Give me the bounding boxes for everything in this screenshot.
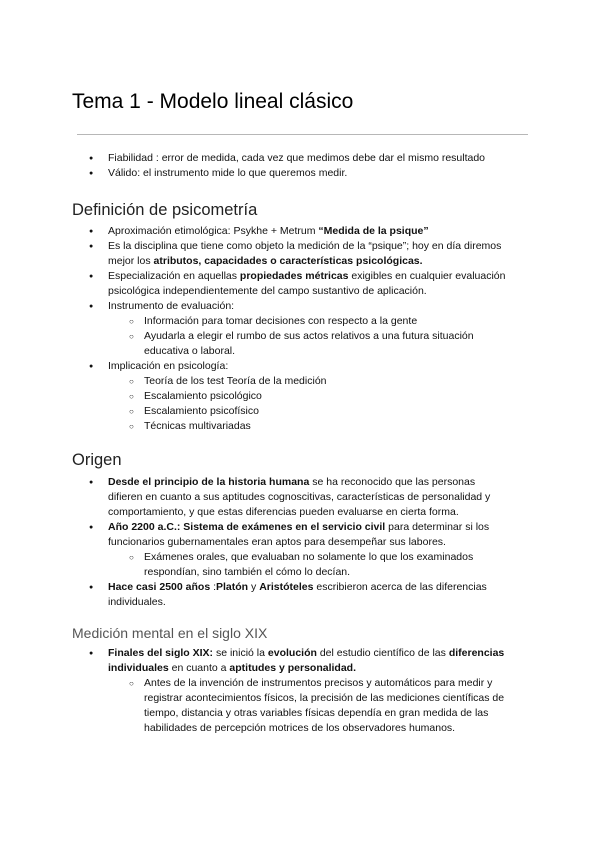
sub-list-item: ○ Ayudarla a elegir el rumbo de sus actos relativos a una futura situación educativa o laboral. (108, 329, 512, 359)
sub-list-item: ○ Antes de la invención de instrumentos precisos y automáticos para medir y registrar acontecimientos físicos, la precisión de las mediciones científicas de tiempo, distancia y otras variables físicas dependía en gran medida de las habilidades de percepción motrices de los observadores humanos. (108, 676, 512, 736)
sub-list-item: ○ Teoría de los test Teoría de la medición (108, 374, 512, 389)
title-divider (77, 134, 528, 135)
list-item: ● Válido: el instrumento mide lo que queremos medir. (72, 166, 512, 181)
page-title: Tema 1 - Modelo lineal clásico (72, 90, 354, 113)
list-item: ● Finales del siglo XIX: se inició la evolución del estudio científico de las diferencias individuales en cuanto a aptitudes y personalidad. ○ Antes de la invención de instrumentos precisos y automáticos para medir y registrar acontecimientos físicos, la precisión de las mediciones científicas de tiempo, distancia y otras variables físicas dependía en gran medida de las habilidades de percepción motrices de los observadores humanos. (72, 646, 512, 736)
sub-list (108, 374, 512, 434)
list-item: ● Implicación en psicología: ○ Teoría de los test Teoría de la medición ○ Escalamiento psicológico ○ Escalamiento psicofísico ○ Técnicas multivariadas (72, 359, 512, 434)
sub-list (108, 314, 512, 359)
sub-list-item: ○ Técnicas multivariadas (108, 419, 512, 434)
list-item: ● Año 2200 a.C.: Sistema de exámenes en el servicio civil para determinar si los funcionarios gubernamentales eran aptos para desempeñar sus labores. ○ Exámenes orales, que evaluaban no solamente lo que los examinados respondían, sino también el cómo lo decían. (72, 520, 512, 580)
list-item: ● Fiabilidad : error de medida, cada vez que medimos debe dar el mismo resultado (72, 151, 512, 166)
section-heading-origen: Origen (72, 451, 122, 469)
sub-list-item: ○ Información para tomar decisiones con respecto a la gente (108, 314, 512, 329)
list-item: ● Aproximación etimológica: Psykhe + Metrum “Medida de la psique” (72, 224, 512, 239)
intro-list (72, 151, 512, 181)
section-heading-definicion: Definición de psicometría (72, 201, 258, 219)
sub-list-item: ○ Exámenes orales, que evaluaban no solamente lo que los examinados respondían, sino también el cómo lo decían. (108, 550, 512, 580)
section-heading-medicion: Medición mental en el siglo XIX (72, 625, 268, 641)
list-item: ● Es la disciplina que tiene como objeto la medición de la “psique”; hoy en día diremos mejor los atributos, capacidades o características psicológicas. (72, 239, 512, 269)
definicion-list (72, 224, 512, 434)
sub-list-item: ○ Escalamiento psicofísico (108, 404, 512, 419)
list-item: ● Instrumento de evaluación: ○ Información para tomar decisiones con respecto a la gente ○ Ayudarla a elegir el rumbo de sus actos relativos a una futura situación educativa o laboral. (72, 299, 512, 359)
origen-list (72, 475, 512, 610)
medicion-list (72, 646, 512, 736)
list-item: ● Hace casi 2500 años :Platón y Aristóteles escribieron acerca de las diferencias individuales. (72, 580, 512, 610)
list-item: ● Especialización en aquellas propiedades métricas exigibles en cualquier evaluación psicológica independientemente del campo sustantivo de aplicación. (72, 269, 512, 299)
sub-list-item: ○ Escalamiento psicológico (108, 389, 512, 404)
sub-list (108, 676, 512, 736)
sub-list (108, 550, 512, 580)
list-item: ● Desde el principio de la historia humana se ha reconocido que las personas difieren en cuanto a sus aptitudes cognoscitivas, características de personalidad y comportamiento, y que estas diferencias pueden evaluarse en cierta forma. (72, 475, 512, 520)
